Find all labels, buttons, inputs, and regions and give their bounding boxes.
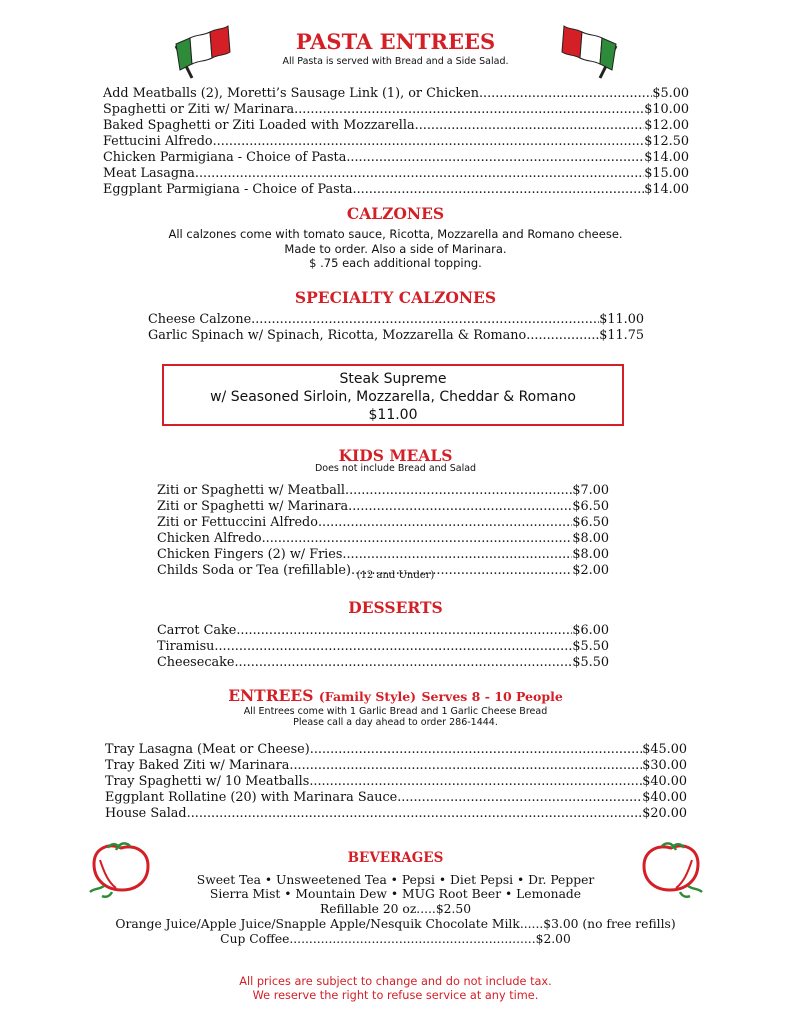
steak-supreme-feature (162, 364, 624, 426)
menu-item: Eggplant Parmigiana - Choice of Pasta ..... $14.00 (103, 182, 689, 198)
menu-item: Ziti or Spaghetti w/ Meatball ..... $7.00 (157, 483, 609, 499)
specialty-title: SPECIALTY CALZONES (294, 288, 497, 307)
entrees-title (0, 686, 791, 705)
menu-item: Fettucini Alfredo ..... $12.50 (103, 134, 689, 150)
menu-item: Garlic Spinach w/ Spinach, Ricotta, Mozzarella & Romano ..... $11.75 (148, 328, 644, 344)
menu-item: Meat Lasagna ..... $15.00 (103, 166, 689, 182)
beverages-juice: Orange Juice/Apple Juice/Snapple Apple/Nesquik Chocolate Milk......$3.00 (no free refills) (115, 917, 676, 931)
kids-title: KIDS MEALS (338, 446, 453, 465)
footer-line: We reserve the right to refuse service at any time. (252, 989, 539, 1002)
menu-item: Chicken Alfredo ..... $8.00 (157, 531, 609, 547)
desserts-list (157, 623, 609, 671)
menu-item: Tray Spaghetti w/ 10 Meatballs ..... $40.00 (105, 774, 687, 790)
menu-item: Eggplant Rollatine (20) with Marinara Sauce ..... $40.00 (105, 790, 687, 806)
entrees-list (105, 742, 687, 822)
pasta-list (103, 86, 689, 198)
pasta-title: PASTA ENTREES (295, 29, 496, 54)
pasta-subtitle: All Pasta is served with Bread and a Side Salad. (282, 56, 509, 67)
menu-item: Add Meatballs (2), Moretti’s Sausage Link (1), or Chicken ..... $5.00 (103, 86, 689, 102)
desserts-title: DESSERTS (348, 598, 443, 617)
entrees-note: Please call a day ahead to order 286-1444. (293, 717, 498, 728)
calzones-title: CALZONES (346, 204, 445, 223)
footer-line: All prices are subject to change and do not include tax. (239, 975, 552, 988)
menu-item: Spaghetti or Ziti w/ Marinara ..... $10.00 (103, 102, 689, 118)
calzones-note: $ .75 each additional topping. (309, 256, 482, 270)
menu-item: Tray Baked Ziti w/ Marinara ..... $30.00 (105, 758, 687, 774)
menu-item: Chicken Fingers (2) w/ Fries ..... $8.00 (157, 547, 609, 563)
menu-item: Tray Lasagna (Meat or Cheese) ..... $45.00 (105, 742, 687, 758)
menu-item: Cheese Calzone ..... $11.00 (148, 312, 644, 328)
menu-item: Ziti or Spaghetti w/ Marinara ..... $6.50 (157, 499, 609, 515)
kids-subtitle: Does not include Bread and Salad (314, 463, 477, 474)
beverages-coffee: Cup Coffee...............................................................$2.00 (220, 932, 571, 946)
specialty-list (148, 312, 644, 344)
feature-name: Steak Supreme (339, 371, 447, 387)
entrees-note: All Entrees come with 1 Garlic Bread and 1 Garlic Cheese Bread (243, 706, 548, 717)
menu-item: Childs Soda or Tea (refillable) ..... $2.00 (157, 563, 609, 579)
calzones-note: Made to order. Also a side of Marinara. (284, 242, 507, 256)
menu-item: Ziti or Fettuccini Alfredo ..... $6.50 (157, 515, 609, 531)
entrees-title-main: ENTREES (228, 686, 314, 705)
menu-item: Baked Spaghetti or Ziti Loaded with Mozzarella ..... $12.00 (103, 118, 689, 134)
entrees-title-style: (Family Style) (318, 689, 417, 704)
beverages-title: BEVERAGES (347, 850, 444, 866)
beverages-refill: Refillable 20 oz.....$2.50 (319, 902, 472, 916)
beverages-line: Sierra Mist • Mountain Dew • MUG Root Beer • Lemonade (209, 887, 582, 901)
entrees-title-serves: Serves 8 - 10 People (421, 689, 563, 704)
beverages-line: Sweet Tea • Unsweetened Tea • Pepsi • Diet Pepsi • Dr. Pepper (196, 873, 595, 887)
menu-item: Cheesecake ..... $5.50 (157, 655, 609, 671)
kids-age-note: (12 and Under) (356, 570, 435, 581)
menu-item: House Salad ..... $20.00 (105, 806, 687, 822)
calzones-note: All calzones come with tomato sauce, Ricotta, Mozzarella and Romano cheese. (168, 227, 623, 241)
menu-item: Chicken Parmigiana - Choice of Pasta ..... $14.00 (103, 150, 689, 166)
feature-price: $11.00 (368, 407, 418, 423)
kids-list (157, 483, 609, 579)
menu-item: Carrot Cake ..... $6.00 (157, 623, 609, 639)
menu-item: Tiramisu ..... $5.50 (157, 639, 609, 655)
feature-description: w/ Seasoned Sirloin, Mozzarella, Cheddar & Romano (210, 389, 576, 405)
